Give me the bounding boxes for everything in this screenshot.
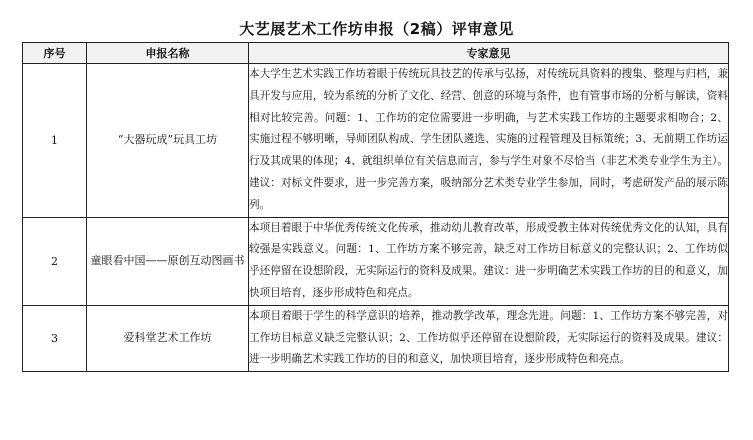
review-table [22, 42, 729, 372]
table-row [23, 217, 729, 305]
row-name: 爱科堂艺术工作坊 [87, 305, 249, 371]
header-opinion: 专家意见 [249, 43, 729, 64]
header-name: 申报名称 [87, 43, 249, 64]
header-number: 序号 [23, 43, 87, 64]
table-row [23, 305, 729, 371]
row-opinion: 本大学生艺术实践工作坊着眼于传统玩具技艺的传承与弘扬，对传统玩具资料的搜集、整理与归档，兼具开发与应用，较为系统的分析了文化、经营、创意的环境与条件，也有管事市场的分析与解读，资料相对比较完善。问题：1、工作坊的定位需要进一步明确，与艺术实践工作坊的主题要求相吻合；2、实施过程不够明晰，导师团队构成、学生团队遴选、实施的过程管理及目标策统；3、无前期工作坊运行及其成果的体现；4、就组织单位有关信息而言，参与学生对象不尽恰当（非艺术类专业学生为主）。建议：对标文件要求，进一步完善方案，吸纳部分艺术类专业学生参加，同时，考虑研发产品的展示陈列。 [249, 64, 729, 218]
document-title: 大艺展艺术工作坊申报（2稿）评审意见 [239, 20, 514, 38]
row-number: 3 [23, 305, 87, 371]
row-opinion: 本项目着眼于中华优秀传统文化传承，推动幼儿教育改革，形成受教主体对传统优秀文化的认知，具有较强是实践意义。问题：1、工作坊方案不够完善，缺乏对工作坊目标意义的完整认识；2、工作坊似乎还停留在设想阶段，无实际运行的资料及成果。建议：进一步明确艺术实践工作坊的目的和意义，加快项目培育，逐步形成特色和亮点。 [249, 217, 729, 305]
row-number: 2 [23, 217, 87, 305]
table-header-row [23, 43, 729, 64]
row-name: 童眼看中国——原创互动图画书 [87, 217, 249, 305]
table-row [23, 64, 729, 218]
row-name: “大器玩成”玩具工坊 [87, 64, 249, 218]
row-number: 1 [23, 64, 87, 218]
row-opinion: 本项目着眼于学生的科学意识的培养，推动教学改革，理念先进。问题：1、工作坊方案不够完善，对工作坊目标意义缺乏完整认识；2、工作坊似乎还停留在设想阶段，无实际运行的资料及成果。建议：进一步明确艺术实践工作坊的目的和意义，加快项目培育，逐步形成特色和亮点。 [249, 305, 729, 371]
